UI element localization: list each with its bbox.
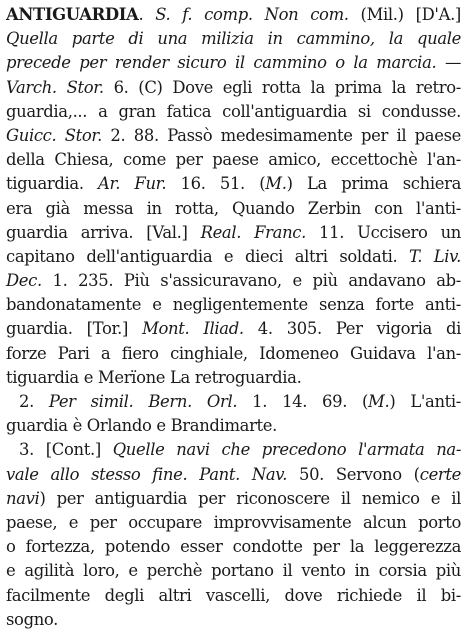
- entry-line: [6, 317, 461, 341]
- entry-line: [6, 27, 461, 51]
- italic-text: T. Liv.: [409, 246, 461, 266]
- text-run: 2.: [19, 392, 49, 411]
- text-run: capitano dell'antiguardia e dieci altri soldati.: [6, 246, 410, 266]
- entry-line: [6, 559, 461, 583]
- text-run: 3. [Cont.]: [19, 440, 113, 460]
- text-run: 50. Servono (: [287, 464, 420, 484]
- entry-line: [6, 608, 461, 632]
- italic-text: Real. Franc.: [200, 222, 306, 242]
- entry-line: [6, 535, 461, 559]
- text-run: 11. Uccisero un: [306, 222, 462, 242]
- text-run: era già messa in rotta, Quando Zerbin con l'anti-: [6, 198, 461, 218]
- entry-line: [6, 100, 461, 124]
- italic-text: S. f. comp. Non com.: [155, 5, 349, 24]
- italic-text: Guicc. Stor.: [6, 125, 102, 145]
- text-run: 2. 88. Passò medesimamente per il paese: [101, 125, 461, 145]
- entry-line: [6, 463, 461, 487]
- text-run: o fortezza, potendo esser condotte per la leggerezza: [6, 537, 461, 557]
- entry-line: [6, 269, 461, 293]
- text-run: bandonatamente e negligentemente senza forte anti-: [6, 295, 461, 315]
- italic-text: Dec.: [6, 271, 42, 291]
- entry-line: [6, 511, 461, 535]
- text-run: 6. (C) Dove egli rotta la prima la retro-: [103, 77, 461, 97]
- text-run: paese, e per occupare improvvisamente alcun porto: [6, 512, 461, 532]
- text-run: .: [138, 5, 156, 24]
- text-run: 4. 305. Per vigoria di: [243, 319, 461, 339]
- italic-text: Varch. Stor.: [6, 77, 104, 97]
- text-run: e agilità loro, e perchè portano il vento in corsia più: [6, 561, 461, 581]
- italic-text: navi: [6, 488, 40, 508]
- headword: ANTIGUARDIA: [6, 5, 139, 24]
- text-run: [187, 465, 199, 484]
- entry-line: [6, 124, 461, 148]
- italic-text: certe: [419, 464, 461, 484]
- italic-text: vale allo stesso fine.: [6, 464, 188, 484]
- entry-line: [6, 245, 461, 269]
- dictionary-entry-antiguardia: [6, 3, 461, 632]
- italic-text: Per simil. Bern. Orl.: [48, 392, 238, 411]
- entry-line: [6, 487, 461, 511]
- text-run: guardia è Orlando e Brandimarte.: [6, 416, 277, 436]
- text-run: —: [436, 53, 461, 73]
- text-run: ) La prima schiera: [286, 174, 461, 194]
- text-run: 1. 14. 69. (: [237, 392, 369, 411]
- text-run: ) per antiguardia per riconoscere il nemico e il: [39, 488, 461, 508]
- entry-line: [6, 51, 461, 75]
- text-run: (Mil.) [D'A.]: [348, 5, 461, 24]
- text-run: forze Pari a fiero cinghiale, Idomeneo Guidava l'an-: [6, 343, 461, 363]
- entry-line: [6, 221, 461, 245]
- text-run: 16. 51. (: [166, 174, 266, 194]
- text-run: guardia. [Tor.]: [6, 319, 143, 339]
- entry-line: [6, 148, 461, 172]
- text-run: ) L'anti-: [389, 392, 461, 411]
- entry-line: [6, 172, 461, 196]
- entry-line: [6, 584, 461, 608]
- entry-line: [6, 390, 461, 414]
- text-run: della Chiesa, come per paese amico, eccettochè l'an-: [6, 150, 461, 170]
- text-run: sogno.: [6, 609, 59, 629]
- italic-text: Pant. Nav.: [199, 464, 288, 484]
- entry-line: [6, 197, 461, 221]
- text-run: guardia arriva. [Val.]: [6, 222, 201, 242]
- italic-text: Mont. Iliad.: [142, 319, 244, 339]
- italic-text: precede per render sicuro il cammino o la marcia.: [6, 53, 437, 73]
- italic-text: Ar. Fur.: [98, 174, 167, 194]
- entry-line: [6, 414, 461, 438]
- entry-line: [6, 3, 461, 27]
- text-run: guardia,... a gran fatica coll'antiguardia si condusse.: [6, 101, 461, 121]
- text-run: tiguardia e Merïone La retroguardia.: [6, 367, 302, 387]
- italic-text: Quelle navi che precedono l'armata na-: [112, 440, 462, 460]
- italic-text: M.: [265, 174, 287, 194]
- italic-text: M.: [368, 392, 390, 411]
- text-run: tiguardia.: [6, 174, 99, 194]
- italic-text: Quella parte di una milizia in cammino, la quale: [6, 29, 461, 49]
- entry-line: [6, 76, 461, 100]
- text-run: facilmente degli altri vascelli, dove richiede il bi-: [6, 585, 461, 605]
- entry-line: [6, 366, 461, 390]
- entry-line: [6, 342, 461, 366]
- text-run: 1. 235. Più s'assicuravano, e più andavano ab-: [41, 271, 461, 291]
- entry-line: [6, 293, 461, 317]
- entry-line: [6, 438, 461, 462]
